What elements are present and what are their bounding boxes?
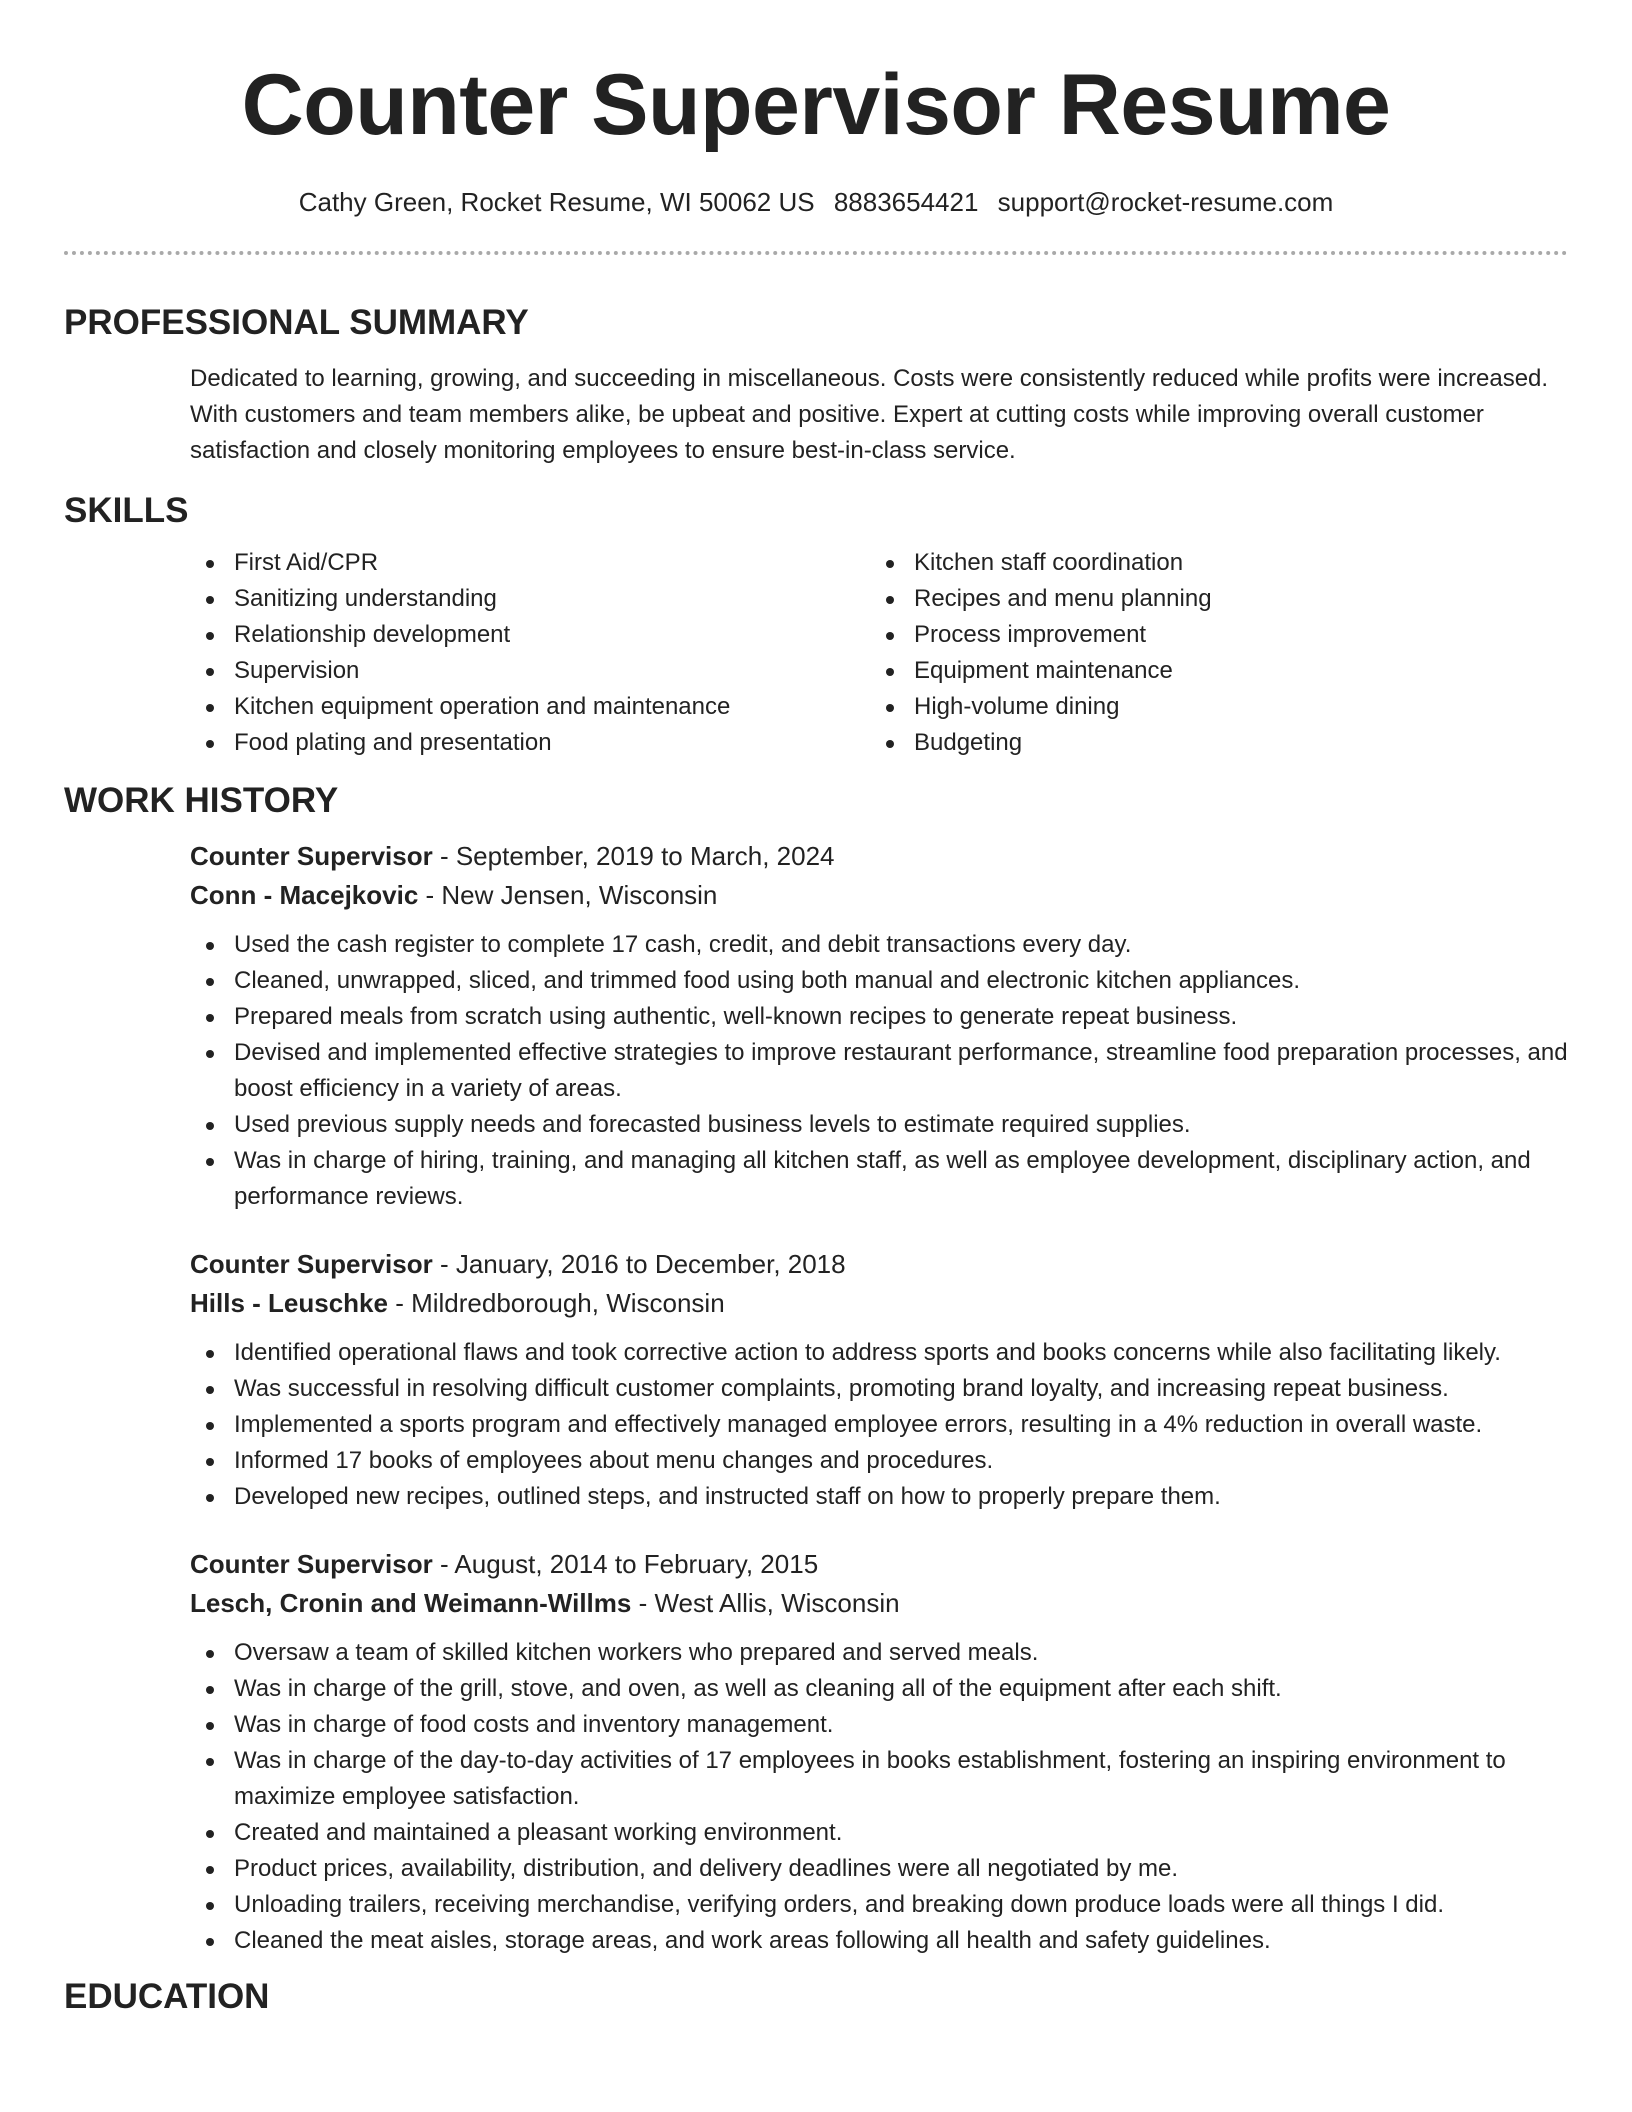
skill-item: Process improvement — [870, 617, 1550, 653]
skill-item: Kitchen staff coordination — [870, 545, 1550, 581]
skill-item: High-volume dining — [870, 689, 1550, 725]
job-bullet: Prepared meals from scratch using authentic, well-known recipes to generate repeat business. — [190, 999, 1568, 1035]
skills-column-right — [870, 545, 1550, 761]
separator: - — [631, 1588, 655, 1618]
job-bullet: Informed 17 books of employees about menu changes and procedures. — [190, 1443, 1568, 1479]
job-location: Mildredborough, Wisconsin — [411, 1288, 725, 1318]
job-company: Conn - Macejkovic — [190, 880, 419, 910]
job-bullet: Cleaned the meat aisles, storage areas, and work areas following all health and safety guidelines. — [190, 1923, 1568, 1959]
job-entry — [190, 1245, 1568, 1515]
education-section — [64, 1975, 1568, 2019]
job-bullets — [190, 1635, 1568, 1959]
job-bullet: Unloading trailers, receiving merchandise, verifying orders, and breaking down produce loads were all things I did. — [190, 1887, 1568, 1923]
separator: - — [387, 1288, 412, 1318]
job-bullet: Cleaned, unwrapped, sliced, and trimmed food using both manual and electronic kitchen appliances. — [190, 963, 1568, 999]
skill-item: Recipes and menu planning — [870, 581, 1550, 617]
job-bullet: Was successful in resolving difficult customer complaints, promoting brand loyalty, and increasing repeat business. — [190, 1371, 1568, 1407]
job-bullet: Product prices, availability, distribution, and delivery deadlines were all negotiated by me. — [190, 1851, 1568, 1887]
job-bullet: Implemented a sports program and effectively managed employee errors, resulting in a 4% reduction in overall waste. — [190, 1407, 1568, 1443]
job-bullets — [190, 1335, 1568, 1515]
separator: - — [432, 1549, 455, 1579]
job-bullet: Was in charge of hiring, training, and managing all kitchen staff, as well as employee development, disciplinary action, and performance reviews. — [190, 1143, 1568, 1215]
job-location: New Jensen, Wisconsin — [441, 880, 718, 910]
job-company-line — [190, 876, 1568, 915]
job-company-line — [190, 1584, 1568, 1623]
job-bullet: Was in charge of the day-to-day activities of 17 employees in books establishment, fostering an inspiring environment to maximize employee satisfaction. — [190, 1743, 1568, 1815]
job-bullet: Was in charge of food costs and inventory management. — [190, 1707, 1568, 1743]
work-history-heading: WORK HISTORY — [64, 781, 339, 820]
job-title-line — [190, 1545, 1568, 1584]
skill-item: Equipment maintenance — [870, 653, 1550, 689]
skill-item: Kitchen equipment operation and maintenance — [190, 689, 870, 725]
job-bullet: Developed new recipes, outlined steps, and instructed staff on how to properly prepare them. — [190, 1479, 1568, 1515]
education-heading: EDUCATION — [64, 1977, 270, 2016]
job-entry — [190, 1545, 1568, 1959]
job-company: Lesch, Cronin and Weimann-Willms — [190, 1588, 632, 1618]
job-title: Counter Supervisor — [190, 1249, 433, 1279]
job-company: Hills - Leuschke — [190, 1288, 388, 1318]
contact-line — [64, 184, 1568, 220]
skill-item: Food plating and presentation — [190, 725, 870, 761]
job-company-line — [190, 1284, 1568, 1323]
job-bullet: Was in charge of the grill, stove, and oven, as well as cleaning all of the equipment after each shift. — [190, 1671, 1568, 1707]
separator: - — [432, 1249, 456, 1279]
job-bullet: Oversaw a team of skilled kitchen workers who prepared and served meals. — [190, 1635, 1568, 1671]
summary-section — [64, 301, 1568, 469]
header-divider — [64, 251, 1568, 255]
job-entry — [190, 837, 1568, 1215]
skill-item: Sanitizing understanding — [190, 581, 870, 617]
separator: - — [432, 841, 456, 871]
job-bullets — [190, 927, 1568, 1215]
skills-section — [64, 489, 1568, 761]
job-location: West Allis, Wisconsin — [654, 1588, 900, 1618]
skill-item: First Aid/CPR — [190, 545, 870, 581]
skills-heading: SKILLS — [64, 491, 189, 530]
page-title: Counter Supervisor Resume — [241, 57, 1391, 153]
job-bullet: Identified operational flaws and took corrective action to address sports and books concerns while also facilitating likely. — [190, 1335, 1568, 1371]
skill-item: Budgeting — [870, 725, 1550, 761]
skills-column-left — [190, 545, 870, 761]
job-dates: August, 2014 to February, 2015 — [454, 1549, 819, 1579]
skill-item: Relationship development — [190, 617, 870, 653]
work-history-section — [64, 779, 1568, 1959]
job-title: Counter Supervisor — [190, 841, 433, 871]
summary-text: Dedicated to learning, growing, and succeeding in miscellaneous. Costs were consistently reduced while profits were increased. With customers and team members alike, be upbeat and positive. Expert at cutting costs while improving overall customer satisfaction and closely monitoring employees to ensure best-in-class service. — [190, 365, 1549, 464]
contact-address: Cathy Green, Rocket Resume, WI 50062 US — [298, 187, 815, 217]
skills-grid — [190, 545, 1568, 761]
job-bullet: Used the cash register to complete 17 cash, credit, and debit transactions every day. — [190, 927, 1568, 963]
job-dates: January, 2016 to December, 2018 — [455, 1249, 846, 1279]
job-bullet: Created and maintained a pleasant working environment. — [190, 1815, 1568, 1851]
job-dates: September, 2019 to March, 2024 — [455, 841, 835, 871]
contact-phone: 8883654421 — [833, 187, 979, 217]
job-bullet: Used previous supply needs and forecasted business levels to estimate required supplies. — [190, 1107, 1568, 1143]
job-bullet: Devised and implemented effective strategies to improve restaurant performance, streamline food preparation processes, and boost efficiency in a variety of areas. — [190, 1035, 1568, 1107]
contact-email: support@rocket-resume.com — [997, 187, 1334, 217]
separator: - — [418, 880, 442, 910]
job-title: Counter Supervisor — [190, 1549, 433, 1579]
skill-item: Supervision — [190, 653, 870, 689]
job-title-line — [190, 1245, 1568, 1284]
summary-heading: PROFESSIONAL SUMMARY — [64, 303, 529, 342]
job-title-line — [190, 837, 1568, 876]
